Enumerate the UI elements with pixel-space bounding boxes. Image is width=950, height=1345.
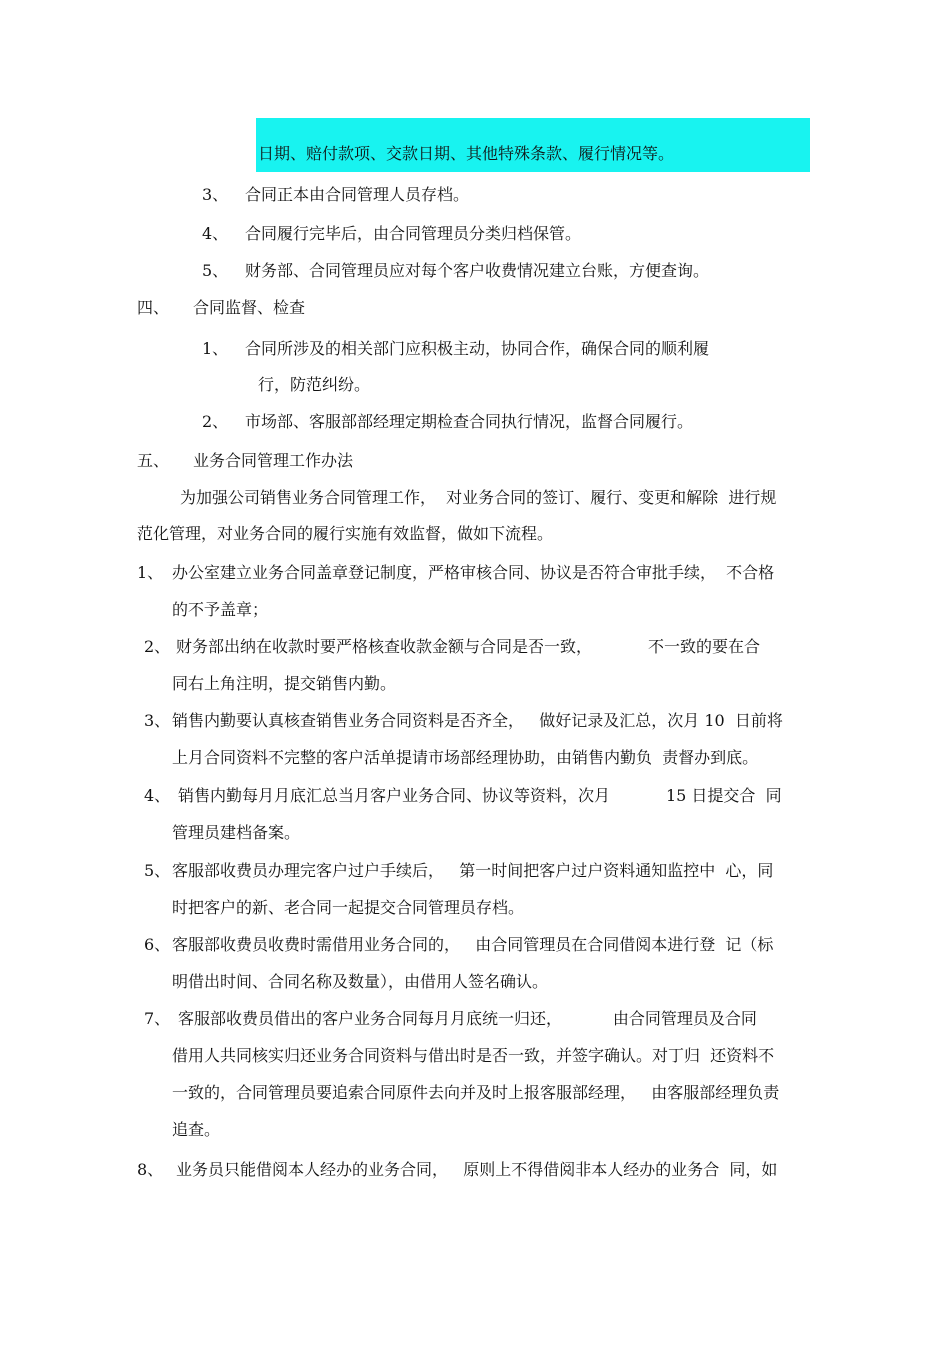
item-text-continued: 时把客户的新、老合同一起提交合同管理员存档。 <box>172 898 525 917</box>
item-number: 3、 <box>144 711 171 730</box>
item-text: 销售内勤要认真核查销售业务合同资料是否齐全， 做好记录及汇总，次月 10 日前将 <box>172 711 783 730</box>
item-number: 8、 <box>137 1160 164 1179</box>
item-number: 2、 <box>144 637 171 656</box>
item-text-continued: 追查。 <box>172 1120 221 1139</box>
intro-paragraph: 为加强公司销售业务合同管理工作， 对业务合同的签订、履行、变更和解除 进行规 <box>180 488 777 507</box>
item-text: 合同正本由合同管理人员存档。 <box>245 185 470 204</box>
item-text-continued: 同右上角注明，提交销售内勤。 <box>172 674 397 693</box>
item-text: 客服部收费员收费时需借用业务合同的， 由合同管理员在合同借阅本进行登 记（标 <box>172 935 774 954</box>
item-text: 客服部收费员办理完客户过户手续后， 第一时间把客户过户资料通知监控中 心，同 <box>172 861 774 880</box>
item-text-continued: 一致的，合同管理员要追索合同原件去向并及时上报客服部经理， 由客服部经理负责 <box>172 1083 780 1102</box>
item-text-continued: 明借出时间、合同名称及数量），由借用人签名确认。 <box>172 972 549 991</box>
item-text: 财务部出纳在收款时要严格核查收款金额与合同是否一致， 不一致的要在合 <box>176 637 760 656</box>
item-number: 2、 <box>202 412 229 431</box>
item-number: 3、 <box>202 185 229 204</box>
item-number: 5、 <box>202 261 229 280</box>
item-number: 7、 <box>144 1009 171 1028</box>
intro-paragraph: 范化管理，对业务合同的履行实施有效监督，做如下流程。 <box>137 524 554 543</box>
item-text: 销售内勤每月月底汇总当月客户业务合同、协议等资料，次月 15 日提交合 同 <box>178 786 782 805</box>
item-number: 1、 <box>137 563 164 582</box>
item-text: 合同履行完毕后，由合同管理员分类归档保管。 <box>245 224 582 243</box>
section-number: 四、 <box>137 298 170 317</box>
item-number: 6、 <box>144 935 171 954</box>
section-title: 合同监督、检查 <box>193 298 306 317</box>
item-text: 客服部收费员借出的客户业务合同每月月底统一归还， 由合同管理员及合同 <box>178 1009 757 1028</box>
item-text-continued: 借用人共同核实归还业务合同资料与借出时是否一致，并签字确认。对丁归 还资料不 <box>172 1046 775 1065</box>
item-text-continued: 行，防范纠纷。 <box>258 375 371 394</box>
item-number: 1、 <box>202 339 229 358</box>
item-text: 办公室建立业务合同盖章登记制度，严格审核合同、协议是否符合审批手续， 不合格 <box>172 563 775 582</box>
item-number: 4、 <box>144 786 171 805</box>
item-text-continued: 上月合同资料不完整的客户活单提请市场部经理协助，由销售内勤负 责督办到底。 <box>172 748 759 767</box>
section-number: 五、 <box>137 451 170 470</box>
item-text: 合同所涉及的相关部门应积极主动，协同合作，确保合同的顺利履 <box>245 339 710 358</box>
item-text: 市场部、客服部部经理定期检查合同执行情况，监督合同履行。 <box>245 412 694 431</box>
item-text: 业务员只能借阅本人经办的业务合同， 原则上不得借阅非本人经办的业务合 同，如 <box>176 1160 778 1179</box>
section-title: 业务合同管理工作办法 <box>193 451 354 470</box>
item-text-continued: 管理员建档备案。 <box>172 823 301 842</box>
highlight-line: 日期、赔付款项、交款日期、其他特殊条款、履行情况等。 <box>258 144 675 163</box>
item-text-continued: 的不予盖章； <box>172 600 269 619</box>
item-text: 财务部、合同管理员应对每个客户收费情况建立台账，方便查询。 <box>245 261 710 280</box>
item-number: 4、 <box>202 224 229 243</box>
item-number: 5、 <box>144 861 171 880</box>
